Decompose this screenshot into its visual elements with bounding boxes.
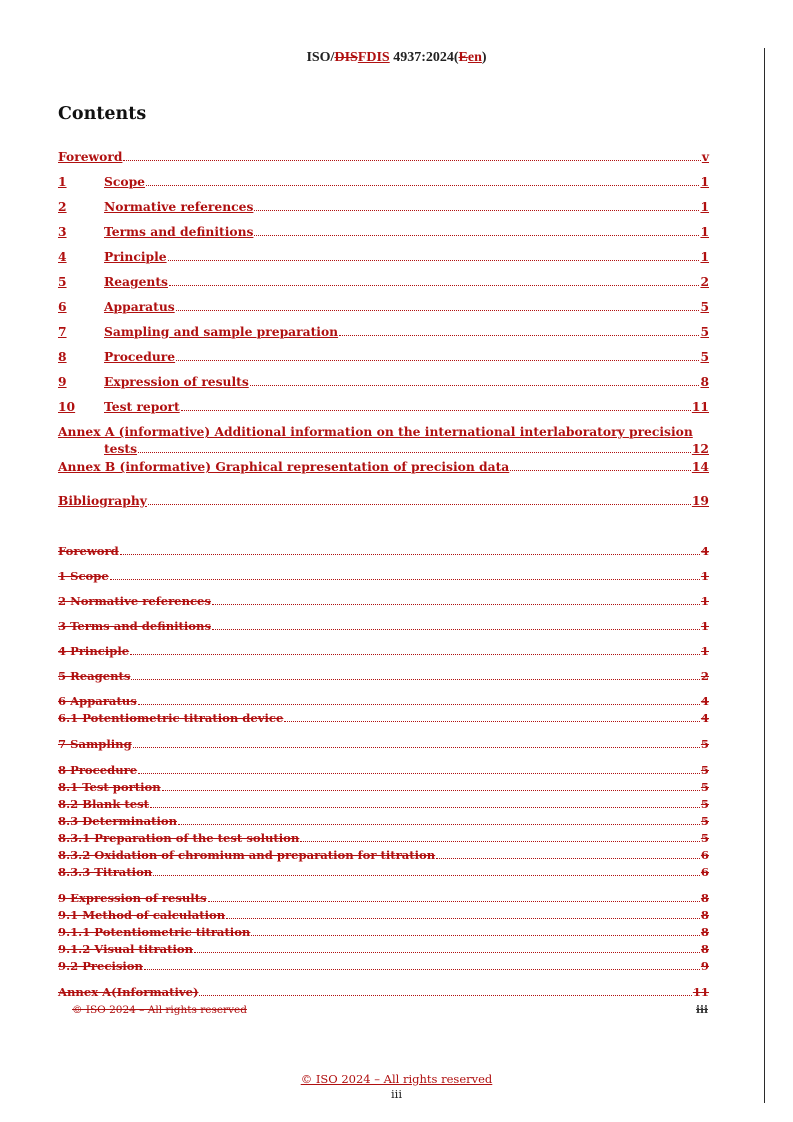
toc-entry-number: 6: [58, 299, 67, 314]
toc-deleted-entry-label[interactable]: 3 Terms and definitions: [58, 619, 211, 633]
toc-entry-label[interactable]: Annex B (informative) Graphical representation of precision data: [58, 459, 510, 474]
toc-deleted-entry[interactable]: [58, 778, 709, 794]
toc-entry-label[interactable]: Terms and definitions: [104, 224, 254, 239]
toc-entry-page[interactable]: 1: [700, 199, 709, 214]
toc-deleted-entry[interactable]: [58, 692, 709, 708]
toc-leader-dots: [254, 210, 699, 211]
header-deleted-stage: DIS: [334, 50, 358, 65]
toc-deleted-entry-page[interactable]: 8: [700, 942, 709, 956]
document-header: [0, 50, 793, 66]
toc-deleted-entry-page[interactable]: 1: [700, 569, 709, 583]
toc-deleted-entry[interactable]: [58, 829, 709, 845]
footer-deleted-page: iii: [696, 1004, 708, 1016]
toc-leader-dots: [176, 310, 700, 311]
toc-deleted-entry-page[interactable]: 8: [700, 891, 709, 905]
toc-leader-dots: [131, 679, 700, 680]
toc-entry-page[interactable]: 19: [691, 493, 709, 508]
toc-deleted-entry-page[interactable]: 5: [700, 831, 709, 845]
toc-entry-number: 10: [58, 399, 76, 414]
toc-entry-number: 8: [58, 349, 67, 364]
toc-leader-dots: [510, 470, 691, 471]
toc-deleted-entry[interactable]: [58, 795, 709, 811]
toc-entry-page[interactable]: 1: [700, 174, 709, 189]
footer-page-number: iii: [390, 1087, 403, 1101]
toc-deleted-entry-label[interactable]: 4 Principle: [58, 644, 130, 658]
toc-deleted-entry-label[interactable]: 9.1 Method of calculation: [58, 908, 226, 922]
toc-deleted-entry-label[interactable]: Annex A(Informative): [58, 985, 199, 999]
toc-deleted-entry[interactable]: [58, 940, 709, 956]
toc-entry-page[interactable]: v: [701, 149, 709, 164]
toc-leader-dots: [212, 629, 700, 630]
toc-leader-dots: [436, 858, 700, 859]
header-inserted-stage: FDIS: [357, 50, 390, 65]
header-inserted-lang: en: [467, 50, 482, 65]
toc-deleted-entry-label[interactable]: 8.3.2 Oxidation of chromium and preparation for titration: [58, 848, 436, 862]
footer-copyright: © ISO 2024 – All rights reserved: [300, 1072, 493, 1086]
toc-entry[interactable]: [58, 323, 709, 339]
toc-entry-label[interactable]: Normative references: [104, 199, 254, 214]
toc-deleted-entry-label[interactable]: 1 Scope: [58, 569, 109, 583]
toc-entry-number: 5: [58, 274, 67, 289]
toc-entry-page[interactable]: 2: [700, 274, 709, 289]
toc-entry-label[interactable]: Annex A (informative) Additional information on the international interlaboratory precision: [58, 424, 693, 439]
toc-entry[interactable]: [58, 458, 709, 474]
header-prefix: ISO/: [306, 50, 335, 65]
toc-entry[interactable]: [58, 492, 709, 508]
toc-deleted-entry[interactable]: [58, 735, 709, 751]
toc-deleted-entry[interactable]: [58, 567, 709, 583]
toc-deleted-entry-label[interactable]: 9.1.1 Potentiometric titration: [58, 925, 251, 939]
toc-leader-dots: [254, 235, 699, 236]
toc-deleted-entry-label[interactable]: 6.1 Potentiometric titration device: [58, 711, 284, 725]
header-middle: 4937:2024(: [389, 50, 459, 65]
footer-deleted: [72, 1004, 708, 1016]
toc-entry-label[interactable]: Procedure: [104, 349, 176, 364]
toc-leader-dots: [138, 704, 700, 705]
toc-deleted-entry-page[interactable]: 5: [700, 763, 709, 777]
toc-entry-page[interactable]: 14: [691, 459, 709, 474]
toc-deleted-entry[interactable]: [58, 709, 709, 725]
toc-deleted-entry[interactable]: [58, 617, 709, 633]
toc-leader-dots: [123, 160, 700, 161]
toc-leader-dots: [130, 654, 700, 655]
toc-entry-number: 7: [58, 324, 67, 339]
toc-deleted-entry[interactable]: [58, 923, 709, 939]
toc-entry-page[interactable]: 5: [700, 299, 709, 314]
toc-leader-dots: [120, 554, 700, 555]
toc-entry-label-continued[interactable]: tests: [104, 441, 138, 456]
toc-leader-dots: [168, 260, 700, 261]
header-suffix: ): [481, 50, 487, 65]
toc-entry-page[interactable]: 5: [700, 349, 709, 364]
toc-leader-dots: [226, 918, 700, 919]
toc-leader-dots: [144, 969, 700, 970]
toc-deleted-entry-page[interactable]: 5: [700, 737, 709, 751]
toc-leader-dots: [153, 875, 700, 876]
toc-deleted-entry-label[interactable]: 8.3 Determination: [58, 814, 178, 828]
toc-deleted-entry-page[interactable]: 4: [700, 694, 709, 708]
toc-leader-dots: [300, 841, 700, 842]
toc-entry-page[interactable]: 12: [691, 441, 709, 456]
toc-deleted-entry-label[interactable]: 8.1 Test portion: [58, 780, 161, 794]
toc-deleted-entry[interactable]: [58, 906, 709, 922]
revision-margin-line: [764, 48, 765, 1103]
toc-deleted-entry-label[interactable]: 5 Reagents: [58, 669, 131, 683]
toc-deleted-entry[interactable]: [58, 863, 709, 879]
toc-deleted-entry-label[interactable]: 8.3.1 Preparation of the test solution: [58, 831, 300, 845]
toc-leader-dots: [181, 410, 691, 411]
toc-entry[interactable]: [58, 248, 709, 264]
toc-entry[interactable]: [58, 440, 709, 456]
toc-deleted-entry-page[interactable]: 8: [700, 908, 709, 922]
toc-deleted-entry[interactable]: [58, 642, 709, 658]
toc-entry-number: 2: [58, 199, 67, 214]
toc-deleted-entry-page[interactable]: 2: [700, 669, 709, 683]
toc-deleted-entry[interactable]: [58, 592, 709, 608]
toc-leader-dots: [138, 452, 691, 453]
toc-deleted-entry-page[interactable]: 4: [700, 711, 709, 725]
toc-deleted-entry-page[interactable]: 9: [700, 959, 709, 973]
toc-leader-dots: [169, 285, 699, 286]
toc-entry-number: 3: [58, 224, 67, 239]
toc-leader-dots: [212, 604, 700, 605]
toc-leader-dots: [199, 995, 691, 996]
toc-deleted-entry-page[interactable]: 1: [700, 594, 709, 608]
toc-deleted-entry[interactable]: [58, 846, 709, 862]
toc-entry-label[interactable]: Test report: [104, 399, 180, 414]
toc-deleted-entry[interactable]: [58, 957, 709, 973]
toc-entry-number: 9: [58, 374, 67, 389]
toc-entry[interactable]: [58, 298, 709, 314]
toc-entry-page[interactable]: 5: [700, 324, 709, 339]
toc-entry[interactable]: [58, 273, 709, 289]
toc-entry-page[interactable]: 8: [700, 374, 709, 389]
toc-entry-number: 1: [58, 174, 67, 189]
toc-entry-page[interactable]: 1: [700, 224, 709, 239]
toc-deleted-entry[interactable]: [58, 812, 709, 828]
toc-deleted-entry-page[interactable]: 5: [700, 797, 709, 811]
header-deleted-lang: E: [458, 50, 468, 65]
toc-entry-label[interactable]: Foreword: [58, 149, 123, 164]
footer-deleted-copyright: © ISO 2024 – All rights reserved: [72, 1004, 247, 1016]
toc-deleted-entry-label[interactable]: 8.2 Blank test: [58, 797, 150, 811]
toc-deleted-entry-label[interactable]: 9.1.2 Visual titration: [58, 942, 194, 956]
toc-deleted-entry[interactable]: [58, 761, 709, 777]
toc-entry[interactable]: [58, 373, 709, 389]
toc-deleted-entry[interactable]: [58, 889, 709, 905]
toc-entry-number: 4: [58, 249, 67, 264]
toc-leader-dots: [178, 824, 700, 825]
toc-leader-dots: [208, 901, 700, 902]
toc-entry-page[interactable]: 11: [691, 399, 709, 414]
toc-deleted-entry-label[interactable]: 6 Apparatus: [58, 694, 137, 708]
toc-entry-label[interactable]: Bibliography: [58, 493, 147, 508]
footer: [0, 1072, 793, 1101]
toc-deleted-entry-page[interactable]: 5: [700, 814, 709, 828]
toc-deleted-entry[interactable]: [58, 983, 709, 999]
toc-leader-dots: [150, 807, 700, 808]
toc-leader-dots: [162, 790, 700, 791]
toc-leader-dots: [339, 335, 699, 336]
toc-entry[interactable]: [58, 398, 709, 414]
toc-deleted-entry-label[interactable]: 7 Sampling: [58, 737, 132, 751]
toc-deleted-entry-page[interactable]: 4: [700, 544, 709, 558]
toc-entry-label[interactable]: Scope: [104, 174, 145, 189]
toc-deleted-entry-label[interactable]: 8.3.3 Titration: [58, 865, 153, 879]
toc-deleted-entry-page[interactable]: 1: [700, 619, 709, 633]
toc-entry[interactable]: [58, 198, 709, 214]
toc-leader-dots: [284, 721, 700, 722]
toc-deleted-entry[interactable]: [58, 667, 709, 683]
toc-deleted-entry-label[interactable]: 9.2 Precision: [58, 959, 143, 973]
toc-entry[interactable]: [58, 223, 709, 239]
toc-deleted-entry-page[interactable]: 11: [692, 985, 709, 999]
toc-entry-label[interactable]: Apparatus: [104, 299, 175, 314]
toc-leader-dots: [194, 952, 700, 953]
toc-entry-label[interactable]: Principle: [104, 249, 167, 264]
toc-entry-label[interactable]: Expression of results: [104, 374, 249, 389]
toc-entry-label[interactable]: Sampling and sample preparation: [104, 324, 339, 339]
toc-leader-dots: [133, 747, 700, 748]
toc-deleted-entry-page[interactable]: 5: [700, 780, 709, 794]
toc-deleted-entry-label[interactable]: 2 Normative references: [58, 594, 211, 608]
toc-deleted-entry-page[interactable]: 8: [700, 925, 709, 939]
toc-leader-dots: [148, 504, 691, 505]
toc-leader-dots: [146, 185, 699, 186]
toc-leader-dots: [176, 360, 699, 361]
toc-deleted-entry-page[interactable]: 1: [700, 644, 709, 658]
toc-entry-label[interactable]: Reagents: [104, 274, 168, 289]
contents-title: Contents: [58, 104, 147, 124]
toc-deleted-entry-label[interactable]: 9 Expression of results: [58, 891, 207, 905]
toc-entry-page[interactable]: 1: [700, 249, 709, 264]
toc-entry[interactable]: [58, 348, 709, 364]
toc-leader-dots: [110, 579, 700, 580]
toc-entry[interactable]: [58, 173, 709, 189]
toc-leader-dots: [138, 773, 700, 774]
toc-leader-dots: [250, 385, 700, 386]
toc-deleted-entry-page[interactable]: 6: [700, 848, 709, 862]
toc-leader-dots: [251, 935, 700, 936]
toc-deleted-entry-label[interactable]: Foreword: [58, 544, 119, 558]
toc-deleted-entry-page[interactable]: 6: [700, 865, 709, 879]
toc-deleted-entry[interactable]: [58, 542, 709, 558]
toc-deleted-entry-label[interactable]: 8 Procedure: [58, 763, 138, 777]
toc-entry[interactable]: [58, 148, 709, 164]
